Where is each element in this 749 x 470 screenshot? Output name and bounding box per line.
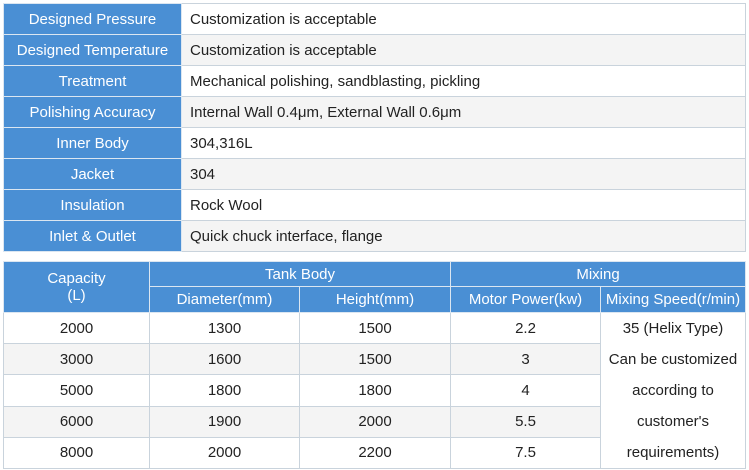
- spec-value: Customization is acceptable: [182, 35, 746, 66]
- spec-row: [4, 66, 746, 97]
- height-cell: 2000: [300, 406, 451, 437]
- spec-value: Mechanical polishing, sandblasting, pickling: [182, 66, 746, 97]
- power-cell: 2.2: [451, 313, 601, 344]
- spec-value: Quick chuck interface, flange: [182, 221, 746, 252]
- specification-table: [3, 3, 746, 252]
- capacity-table: [3, 261, 746, 469]
- power-cell: 4: [451, 375, 601, 406]
- mixing-speed-line: according to: [632, 382, 714, 399]
- spec-value: Customization is acceptable: [182, 4, 746, 35]
- spec-value: 304,316L: [182, 128, 746, 159]
- capacity-cell: 8000: [4, 437, 150, 468]
- spec-row: [4, 221, 746, 252]
- mixing-speed-line: customer's: [636, 413, 710, 430]
- spec-row: [4, 190, 746, 221]
- power-cell: 7.5: [451, 437, 601, 468]
- capacity-cell: 5000: [4, 375, 150, 406]
- spec-value: Rock Wool: [182, 190, 746, 221]
- mixing-speed-header: Mixing Speed(r/min): [601, 287, 746, 313]
- capacity-cell: 2000: [4, 313, 150, 344]
- spec-label: Insulation: [4, 190, 182, 221]
- height-header: Height(mm): [300, 287, 451, 313]
- table-row: [4, 313, 746, 344]
- mixing-speed-line: Can be customized: [608, 351, 738, 368]
- diameter-cell: 1900: [150, 406, 300, 437]
- power-cell: 5.5: [451, 406, 601, 437]
- capacity-cell: 3000: [4, 344, 150, 375]
- mixing-speed-cell: [601, 313, 746, 469]
- spec-row: [4, 35, 746, 66]
- height-cell: 1800: [300, 375, 451, 406]
- mixing-speed-line: requirements): [626, 444, 720, 461]
- spec-row: [4, 128, 746, 159]
- capacity-cell: 6000: [4, 406, 150, 437]
- diameter-cell: 1600: [150, 344, 300, 375]
- diameter-header: Diameter(mm): [150, 287, 300, 313]
- spec-row: [4, 97, 746, 128]
- spec-label: Designed Pressure: [4, 4, 182, 35]
- power-cell: 3: [451, 344, 601, 375]
- capacity-header-unit: (L): [67, 287, 86, 304]
- spec-value: 304: [182, 159, 746, 190]
- spec-value: Internal Wall 0.4μm, External Wall 0.6μm: [182, 97, 746, 128]
- spec-label: Inlet & Outlet: [4, 221, 182, 252]
- spec-label: Designed Temperature: [4, 35, 182, 66]
- spec-label: Treatment: [4, 66, 182, 97]
- diameter-cell: 1300: [150, 313, 300, 344]
- diameter-cell: 1800: [150, 375, 300, 406]
- tank-body-header: Tank Body: [150, 262, 451, 287]
- mixing-header: Mixing: [451, 262, 746, 287]
- spec-row: [4, 159, 746, 190]
- motor-power-header: Motor Power(kw): [451, 287, 601, 313]
- capacity-header-label: Capacity: [47, 270, 106, 287]
- height-cell: 2200: [300, 437, 451, 468]
- diameter-cell: 2000: [150, 437, 300, 468]
- spec-label: Inner Body: [4, 128, 182, 159]
- spec-label: Polishing Accuracy: [4, 97, 182, 128]
- spec-label: Jacket: [4, 159, 182, 190]
- height-cell: 1500: [300, 313, 451, 344]
- mixing-speed-line: 35 (Helix Type): [622, 320, 724, 337]
- capacity-header: [4, 262, 150, 313]
- spec-row: [4, 4, 746, 35]
- height-cell: 1500: [300, 344, 451, 375]
